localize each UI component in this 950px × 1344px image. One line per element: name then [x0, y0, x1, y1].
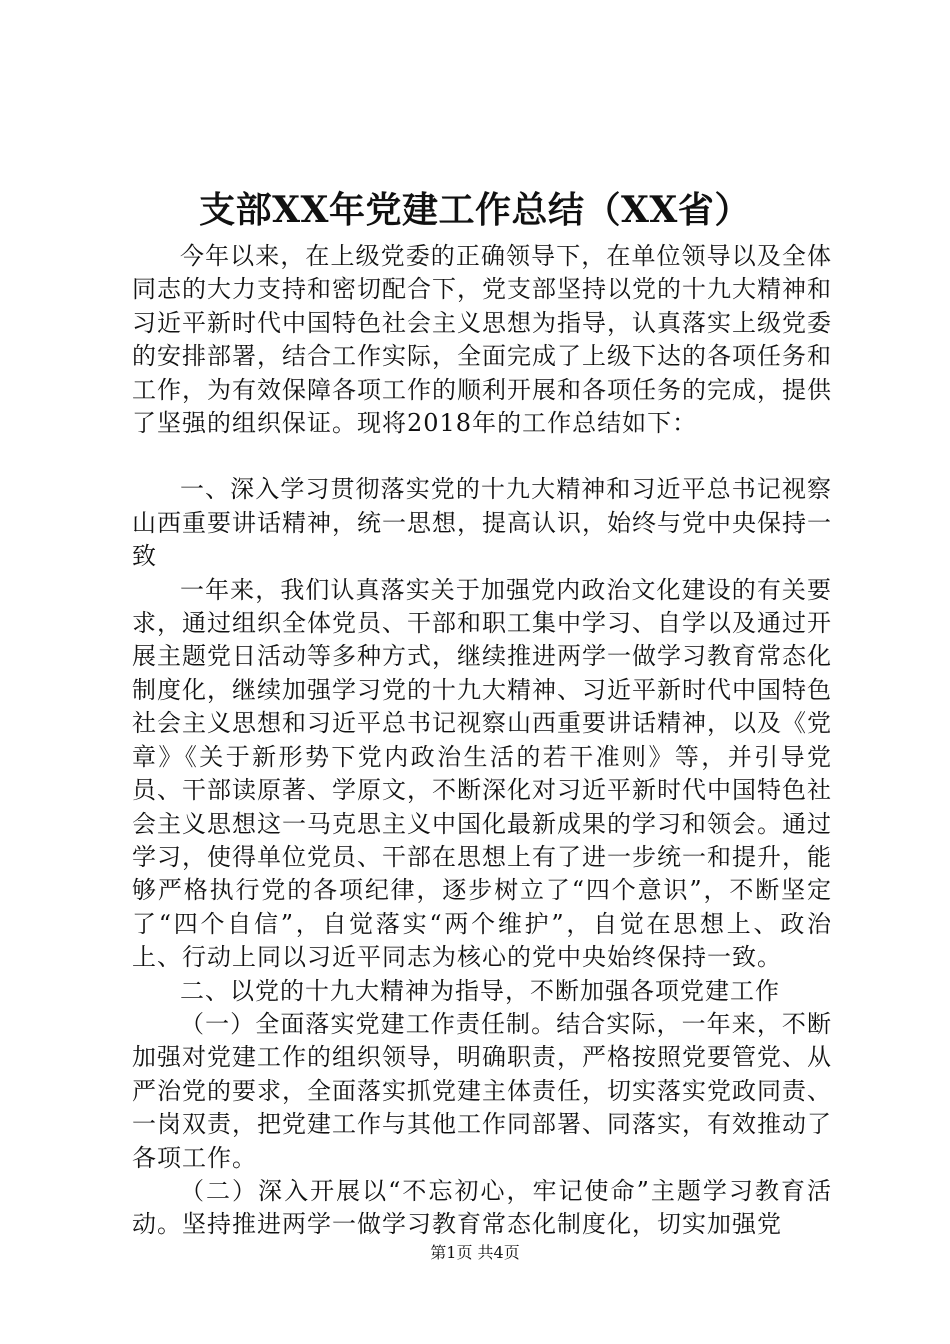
page-number-footer: 第1页 共4页 [430, 1243, 520, 1262]
intro-paragraph: 今年以来，在上级党委的正确领导下，在单位领导以及全体同志的大力支持和密切配合下，党支部坚持以党的十九大精神和习近平新时代中国特色社会主义思想为指导，认真落实上级党委的安排部署，结合工作实际，全面完成了上级下达的各项任务和工作，为有效保障各项工作的顺利开展和各项任务的完成，提供了坚强的组织保证。现将2018年的工作总结如下： [132, 242, 832, 438]
section-1-paragraph: 一年来，我们认真落实关于加强党内政治文化建设的有关要求，通过组织全体党员、干部和职工集中学习、自学以及通过开展主题党日活动等多种方式，继续推进两学一做学习教育常态化制度化，继续加强学习党的十九大精神、习近平新时代中国特色社会主义思想和习近平总书记视察山西重要讲话精神，以及《党章》《关于新形势下党内政治生活的若干准则》等，并引导党员、干部读原著、学原文，不断深化对习近平新时代中国特色社会主义思想这一马克思主义中国化最新成果的学习和领会。通过学习，使得单位党员、干部在思想上有了进一步统一和提升，能够严格执行党的各项纪律，逐步树立了“四个意识”，不断坚定了“四个自信”，自觉落实“两个维护”，自觉在思想上、政治上、行动上同以习近平同志为核心的党中央始终保持一致。 [132, 575, 832, 972]
subsection-2-paragraph: （二）深入开展以“不忘初心，牢记使命”主题学习教育活动。坚持推进两学一做学习教育常态化制度化，切实加强党 [132, 1176, 832, 1239]
document-body [132, 240, 832, 1242]
section-heading-2: 二、以党的十九大精神为指导，不断加强各项党建工作 [180, 976, 780, 1005]
document-title: 支部XX年党建工作总结（XX省） [199, 189, 751, 231]
subsection-1-paragraph: （一）全面落实党建工作责任制。结合实际，一年来，不断加强对党建工作的组织领导，明确职责，严格按照党要管党、从严治党的要求，全面落实抓党建主体责任，切实落实党政同责、一岗双责，把党建工作与其他工作同部署、同落实，有效推动了各项工作。 [132, 1009, 832, 1172]
section-heading-1: 一、深入学习贯彻落实党的十九大精神和习近平总书记视察山西重要讲话精神，统一思想，提高认识，始终与党中央保持一致 [132, 475, 832, 571]
